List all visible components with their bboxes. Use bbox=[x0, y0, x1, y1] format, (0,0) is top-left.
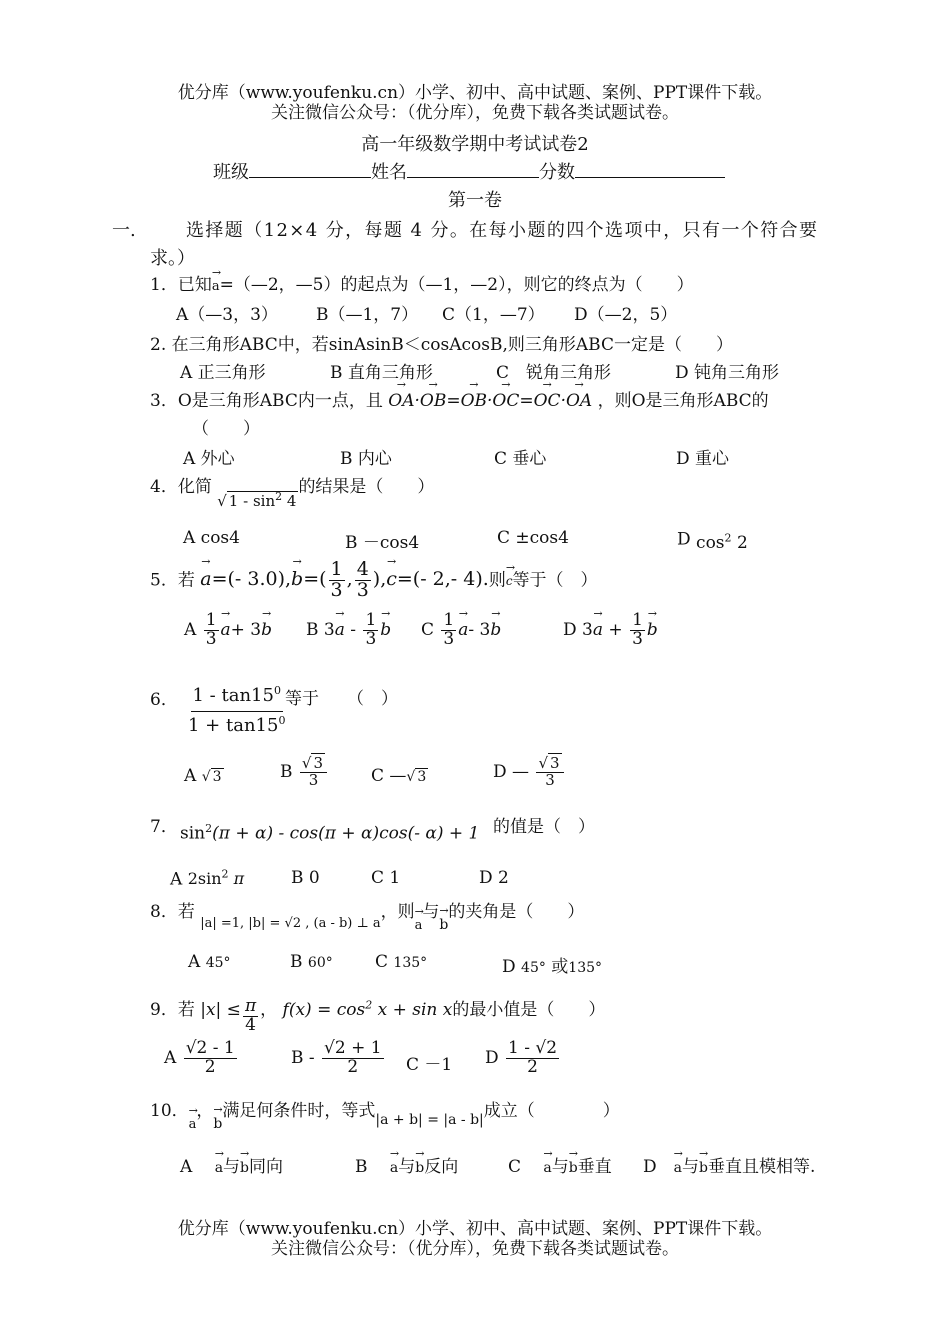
q6-option-b[interactable]: B $\frac{√ 3}{3}$ bbox=[280, 756, 329, 789]
header-line-2: 关注微信公众号：（优分库），免费下载各类试题试卷。 bbox=[271, 103, 679, 123]
q7-option-d[interactable]: D 2 bbox=[479, 868, 509, 888]
name-blank[interactable] bbox=[407, 177, 539, 178]
q5-option-c[interactable]: C $\frac{1}{3}$ → a- 3→ b bbox=[421, 612, 501, 649]
q4-option-a[interactable]: A cos4 bbox=[183, 528, 240, 548]
footer-line-2: 关注微信公众号：（优分库），免费下载各类试题试卷。 bbox=[271, 1239, 679, 1259]
vector-a: → a bbox=[212, 279, 220, 294]
question-8: 8．若 $_{|a| =1, |b| = √2 , (a - b) \perp a}$，则→ a与→ b的夹角是（ ） bbox=[150, 897, 584, 922]
q5-option-d[interactable]: D 3→ a + $\frac{1}{3}$ → b bbox=[563, 612, 658, 649]
question-6-number: 6． bbox=[150, 690, 178, 710]
q8-option-a[interactable]: A 45° bbox=[188, 952, 231, 972]
class-blank[interactable] bbox=[249, 177, 371, 178]
q3-option-b[interactable]: B 内心 bbox=[340, 449, 392, 469]
q9-option-c[interactable]: C －1 bbox=[406, 1055, 453, 1075]
q8-option-c[interactable]: C 135° bbox=[375, 952, 428, 972]
q1-option-d[interactable]: D（—2，5） bbox=[574, 305, 678, 325]
q6-option-d[interactable]: D — $\frac{√ 3}{3}$ bbox=[493, 756, 566, 789]
q3-paren: （ ） bbox=[192, 419, 260, 439]
section-instruction-1: 选择题（12×4 分，每题 4 分。在每小题的四个选项中，只有一个符合要 bbox=[186, 220, 819, 241]
q9-function: $f(x) = \cos^2 x + \sin x$ bbox=[282, 998, 453, 1020]
question-7-expression: $\sin^2(\pi + \alpha) - \cos(\pi + \alpha)\cos(-$ α) + 1 bbox=[180, 822, 480, 844]
name-label: 姓名 bbox=[371, 162, 407, 183]
q9-option-a[interactable]: A $\frac{√2 - 1}{2}$ bbox=[164, 1038, 235, 1077]
question-10: 10．→ a，→ b满足何条件时，等式$_{|a + b| = |a - b|}$成立（ ） bbox=[150, 1096, 620, 1121]
vector-definitions: → a=(- 3.0),→ b=( $\frac{1}{3}$ , $\frac{4}{3}$ ),→ c=(- 2,- 4). bbox=[200, 568, 489, 590]
q2-option-c[interactable]: C 锐角三角形 bbox=[496, 363, 612, 383]
q10-option-a[interactable]: A → a与→ b同向 bbox=[180, 1152, 283, 1177]
q2-option-d[interactable]: D 钝角三角形 bbox=[675, 363, 780, 383]
q10-option-d[interactable]: D → a与→ b垂直且模相等. bbox=[643, 1152, 815, 1177]
section-number: 一. bbox=[112, 220, 136, 241]
question-9: 9．若 |x| ≤ $\frac{\pi}{4}$ ， $f(x) = \cos^2 x + \sin x$的最小值是（ ） bbox=[150, 996, 606, 1035]
header-line-1: 优分库（www.youfenku.cn）小学、初中、高中试题、案例、PPT课件下载。 bbox=[177, 83, 773, 103]
question-4: 4．化简 √ $1 - \sin^2 4$的结果是（ ） bbox=[150, 477, 435, 510]
q6-option-c[interactable]: C —√ 3 bbox=[371, 766, 427, 786]
q1-option-b[interactable]: B（—1，7） bbox=[316, 305, 419, 325]
footer-line-1: 优分库（www.youfenku.cn）小学、初中、高中试题、案例、PPT课件下载。 bbox=[177, 1219, 773, 1239]
q3-option-c[interactable]: C 垂心 bbox=[494, 449, 547, 469]
question-7-number: 7． bbox=[150, 817, 178, 837]
question-2: 2. 在三角形ABC中，若sinAsinB＜cosAcosB,则三角形ABC一定是（ ） bbox=[150, 335, 733, 355]
question-7-tail: 的值是（ ） bbox=[493, 817, 595, 837]
q6-option-a[interactable]: A √ 3 bbox=[184, 766, 222, 786]
sqrt-expression: √ $1 - \sin^2 4$ bbox=[217, 490, 297, 510]
q5-option-b[interactable]: B 3→ a - $\frac{1}{3}$ → b bbox=[306, 612, 391, 649]
q2-option-b[interactable]: B 直角三角形 bbox=[330, 363, 433, 383]
q10-equation: |a + b| = |a - b| bbox=[375, 1112, 484, 1128]
q5-option-a[interactable]: A $\frac{1}{3}$ → a+ 3→ b bbox=[184, 612, 272, 649]
q4-option-b[interactable]: B －cos4 bbox=[345, 533, 420, 553]
question-5: 5．若 → a=(- 3.0),→ b=( $\frac{1}{3}$ , $\frac{4}{3}$ ),→ c=(- 2,- 4).则→ c等于（ ） bbox=[150, 560, 598, 601]
q9-option-b[interactable]: B - $\frac{√2 + 1}{2}$ bbox=[291, 1038, 382, 1077]
q4-option-c[interactable]: C ±cos4 bbox=[497, 528, 569, 548]
q2-option-a[interactable]: A 正三角形 bbox=[180, 363, 266, 383]
q1-option-a[interactable]: A（—3，3） bbox=[176, 305, 278, 325]
score-label: 分数 bbox=[539, 162, 575, 183]
class-label: 班级 bbox=[213, 162, 249, 183]
q8-condition: |a| =1, |b| = √2 , (a - b) ⊥ a bbox=[200, 916, 381, 931]
q9-option-d[interactable]: D $\frac{1 - √2}{2}$ bbox=[485, 1038, 558, 1077]
q8-option-b[interactable]: B 60° bbox=[290, 952, 333, 972]
q1-option-c[interactable]: C（1，—7） bbox=[442, 305, 545, 325]
q7-option-a[interactable]: A $2\sin^2$ π bbox=[170, 868, 245, 890]
q10-option-c[interactable]: C → a与→ b垂直 bbox=[508, 1152, 612, 1177]
q4-option-d[interactable]: D $\cos^2 2$ bbox=[677, 529, 748, 553]
question-6-fraction: $\frac{1 - \tan 15^0}{1 + \tan 15^0}$ bbox=[188, 684, 286, 736]
q3-option-d[interactable]: D 重心 bbox=[676, 449, 730, 469]
exam-title: 高一年级数学期中考试试卷2 bbox=[361, 134, 589, 155]
section-instruction-2: 求。） bbox=[150, 248, 195, 269]
q7-option-b[interactable]: B 0 bbox=[291, 868, 320, 888]
question-3: 3．O是三角形ABC内一点，且 → OA·→ OB=→ OB·→ OC=→ OC·→ OA ，则O是三角形ABC的 bbox=[150, 386, 769, 411]
q10-option-b[interactable]: B → a与→ b反向 bbox=[355, 1152, 458, 1177]
vector-equation: → OA·→ OB=→ OB·→ OC=→ OC·→ OA bbox=[388, 391, 597, 411]
question-1: 1．已知→ a=（—2，—5）的起点为（—1，—2），则它的终点为（ ） bbox=[150, 270, 694, 295]
question-6-tail: 等于 （ ） bbox=[285, 689, 398, 709]
q3-option-a[interactable]: A 外心 bbox=[183, 449, 235, 469]
part-title: 第一卷 bbox=[448, 190, 502, 211]
q7-option-c[interactable]: C 1 bbox=[371, 868, 401, 888]
score-blank[interactable] bbox=[575, 177, 725, 178]
q8-option-d[interactable]: D 45° 或135° bbox=[502, 957, 603, 977]
student-info bbox=[213, 158, 725, 184]
